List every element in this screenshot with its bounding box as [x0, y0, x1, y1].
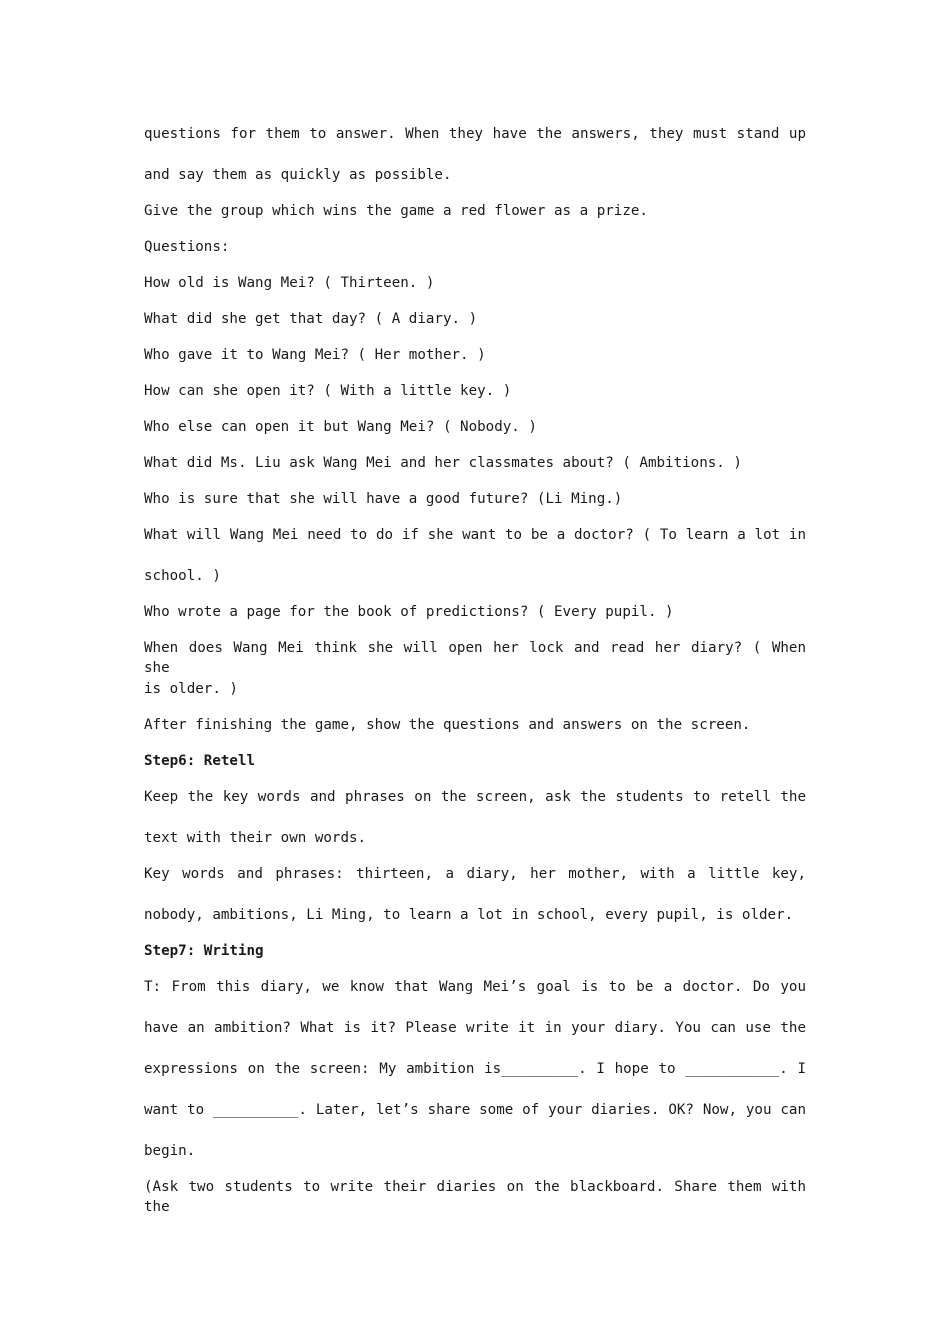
question-line: Who else can open it but Wang Mei? ( Nobody. ) [144, 419, 537, 435]
paragraph-line: Key words and phrases: thirteen, a diary, her mother, with a little key, [144, 866, 806, 882]
section-heading-writing: Step7: Writing [144, 943, 264, 959]
question-line: Who is sure that she will have a good future? (Li Ming.) [144, 491, 623, 507]
question-line: What will Wang Mei need to do if she want to be a doctor? ( To learn a lot in [144, 527, 806, 543]
section-heading-retell: Step6: Retell [144, 753, 256, 769]
paragraph-line: T: From this diary, we know that Wang Mei’s goal is to be a doctor. Do you [144, 979, 806, 995]
paragraph-line: nobody, ambitions, Li Ming, to learn a lot in school, every pupil, is older. [144, 907, 794, 923]
paragraph-line: Keep the key words and phrases on the screen, ask the students to retell the [144, 789, 806, 805]
question-line: Who gave it to Wang Mei? ( Her mother. ) [144, 347, 486, 363]
question-line: When does Wang Mei think she will open her lock and read her diary? ( When she [144, 640, 806, 676]
question-line: school. ) [144, 568, 221, 584]
paragraph-line: expressions on the screen: My ambition is_________. I hope to ___________. I [144, 1061, 806, 1077]
question-line: How old is Wang Mei? ( Thirteen. ) [144, 275, 435, 291]
paragraph-line: want to __________. Later, let’s share some of your diaries. OK? Now, you can [144, 1102, 806, 1118]
paragraph-line: After finishing the game, show the questions and answers on the screen. [144, 717, 751, 733]
paragraph-line: Give the group which wins the game a red flower as a prize. [144, 203, 648, 219]
paragraph-line: text with their own words. [144, 830, 367, 846]
paragraph-line: begin. [144, 1143, 196, 1159]
question-line: What did Ms. Liu ask Wang Mei and her classmates about? ( Ambitions. ) [144, 455, 742, 471]
question-line: is older. ) [144, 681, 238, 697]
document-page [144, 124, 806, 1215]
paragraph-line: Questions: [144, 239, 230, 255]
paragraph-line: questions for them to answer. When they have the answers, they must stand up [144, 126, 806, 142]
question-line: What did she get that day? ( A diary. ) [144, 311, 478, 327]
question-line: How can she open it? ( With a little key. ) [144, 383, 512, 399]
question-line: Who wrote a page for the book of predictions? ( Every pupil. ) [144, 604, 674, 620]
paragraph-line: and say them as quickly as possible. [144, 167, 452, 183]
paragraph-line: have an ambition? What is it? Please write it in your diary. You can use the [144, 1020, 806, 1036]
paragraph-line: (Ask two students to write their diaries on the blackboard. Share them with the [144, 1179, 806, 1215]
